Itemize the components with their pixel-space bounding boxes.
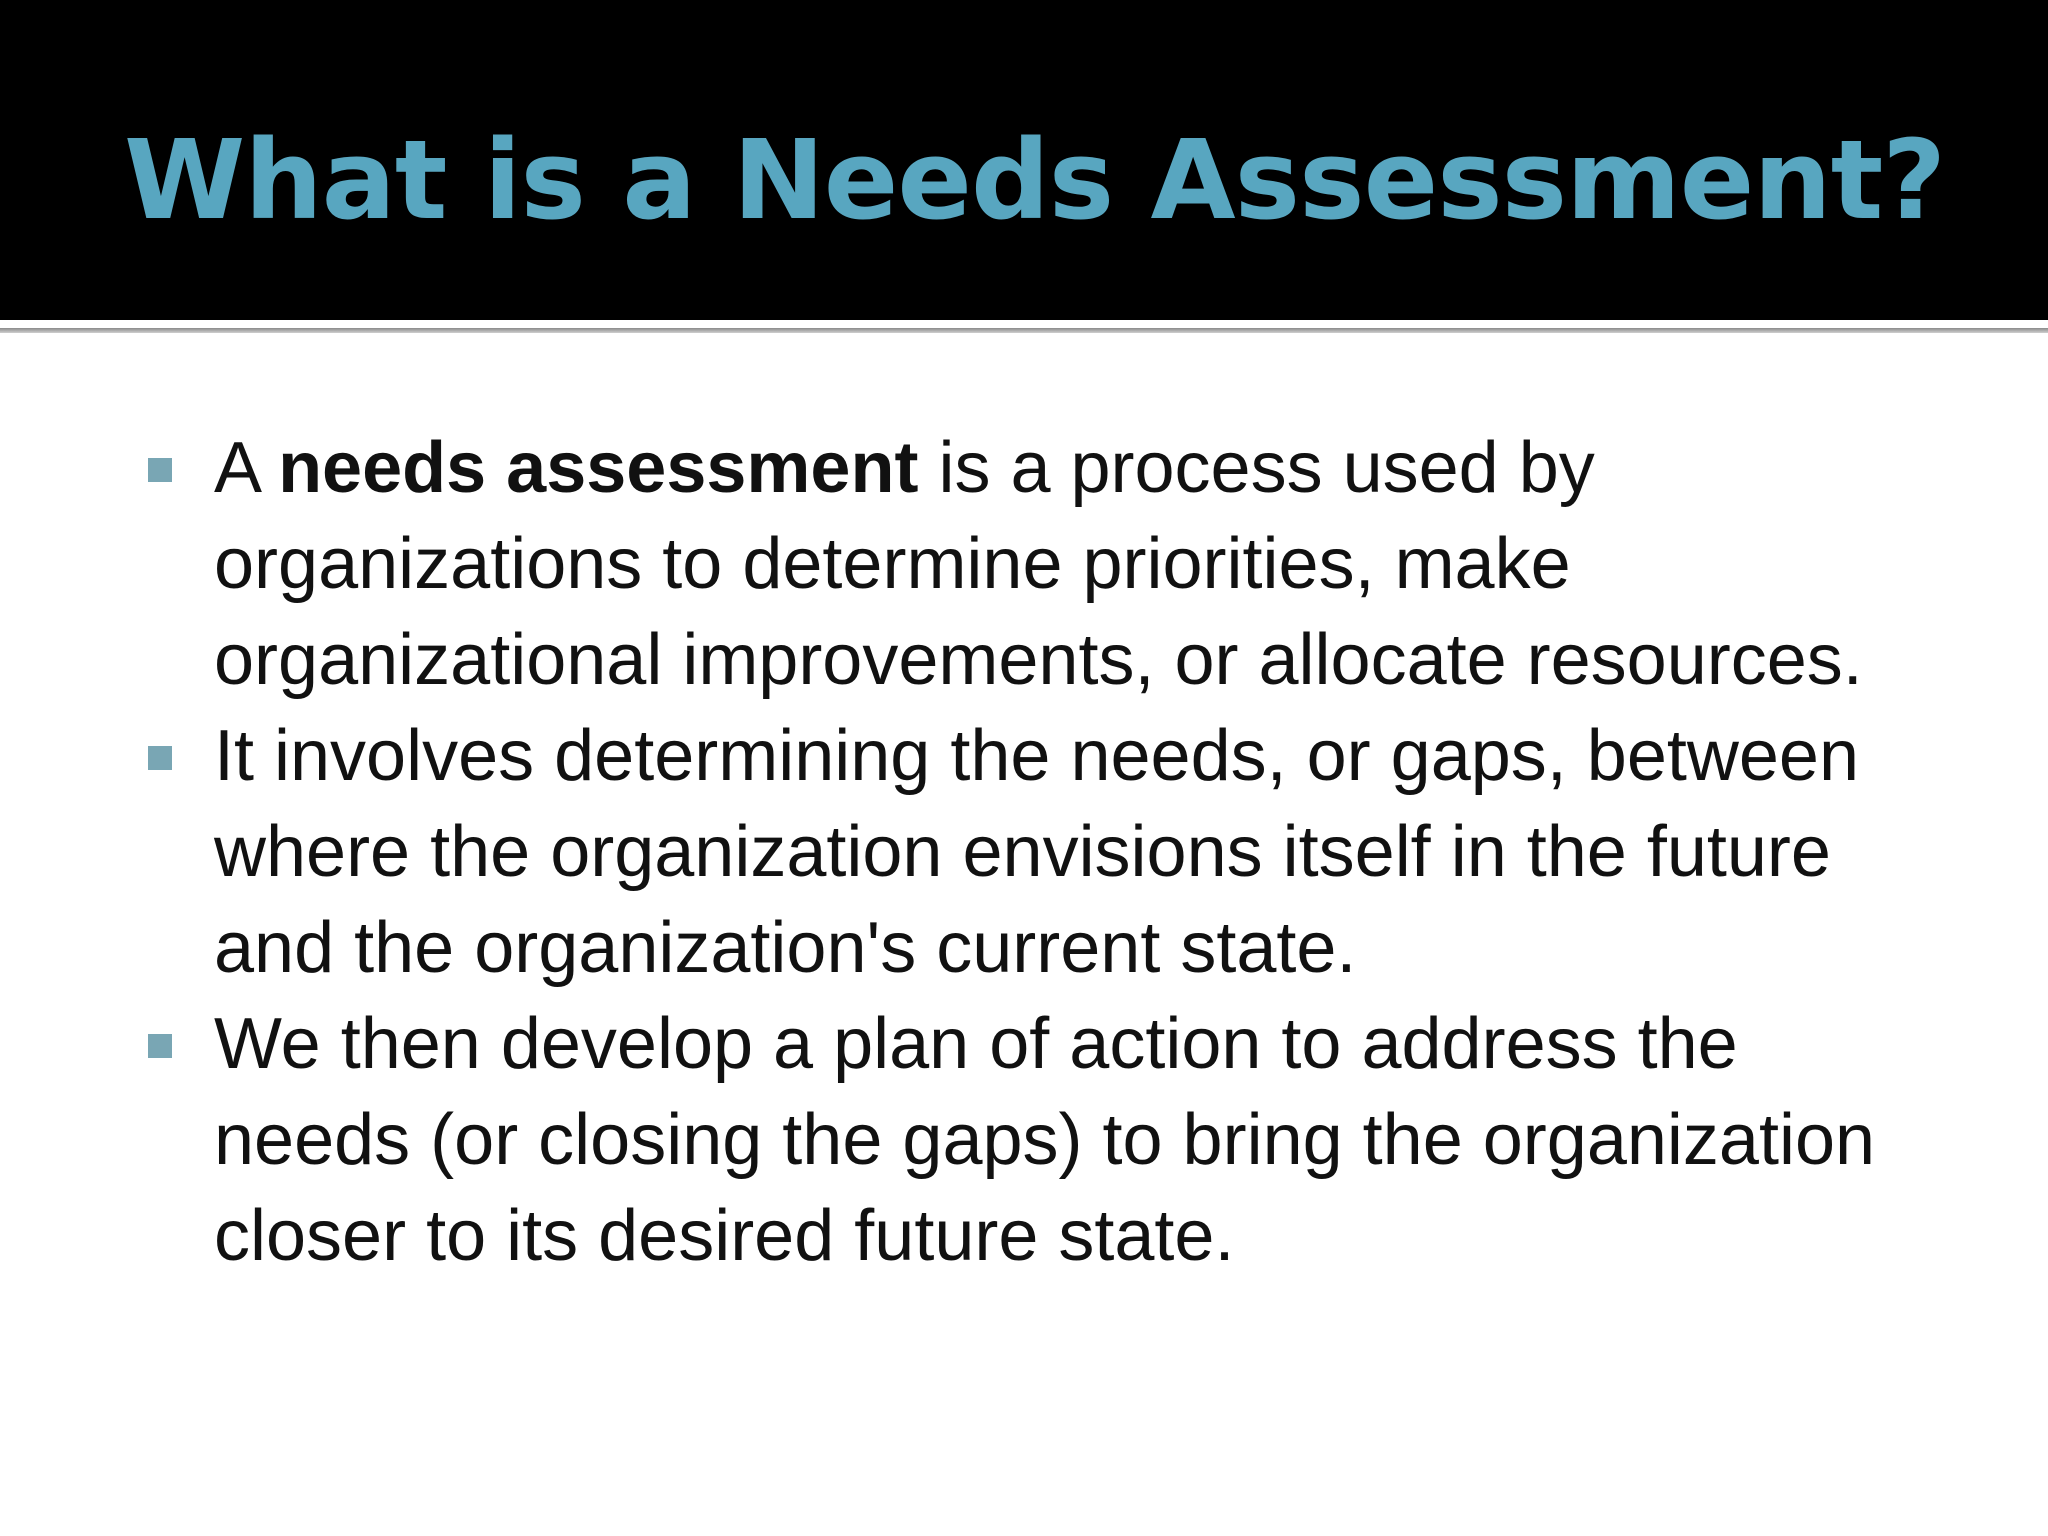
bullet-text: It involves determining the needs, or gaps, between where the organization envisions itself in the future and the organization's current state. bbox=[214, 716, 1859, 988]
bullet-text bbox=[214, 420, 1948, 708]
title-divider-shadow bbox=[0, 328, 2048, 333]
bullet-list bbox=[148, 420, 1948, 1284]
bullet-prefix: A bbox=[214, 428, 279, 508]
slide-title: What is a Needs Assessment? bbox=[124, 116, 1946, 244]
bullet-item-gaps bbox=[148, 708, 1948, 996]
bullet-suffix: is a process used by organizations to determine priorities, make organizational improvements, or allocate resources. bbox=[214, 428, 1863, 700]
bullet-item-definition bbox=[148, 420, 1948, 708]
bullet-item-action-plan bbox=[148, 996, 1948, 1284]
bullet-text: We then develop a plan of action to address the needs (or closing the gaps) to bring the organization closer to its desired future state. bbox=[214, 1004, 1876, 1276]
bold-term: needs assessment bbox=[278, 428, 919, 508]
square-bullet-icon bbox=[148, 746, 172, 770]
square-bullet-icon bbox=[148, 1034, 172, 1058]
square-bullet-icon bbox=[148, 458, 172, 482]
title-divider bbox=[0, 320, 2048, 328]
title-bar bbox=[0, 0, 2048, 320]
